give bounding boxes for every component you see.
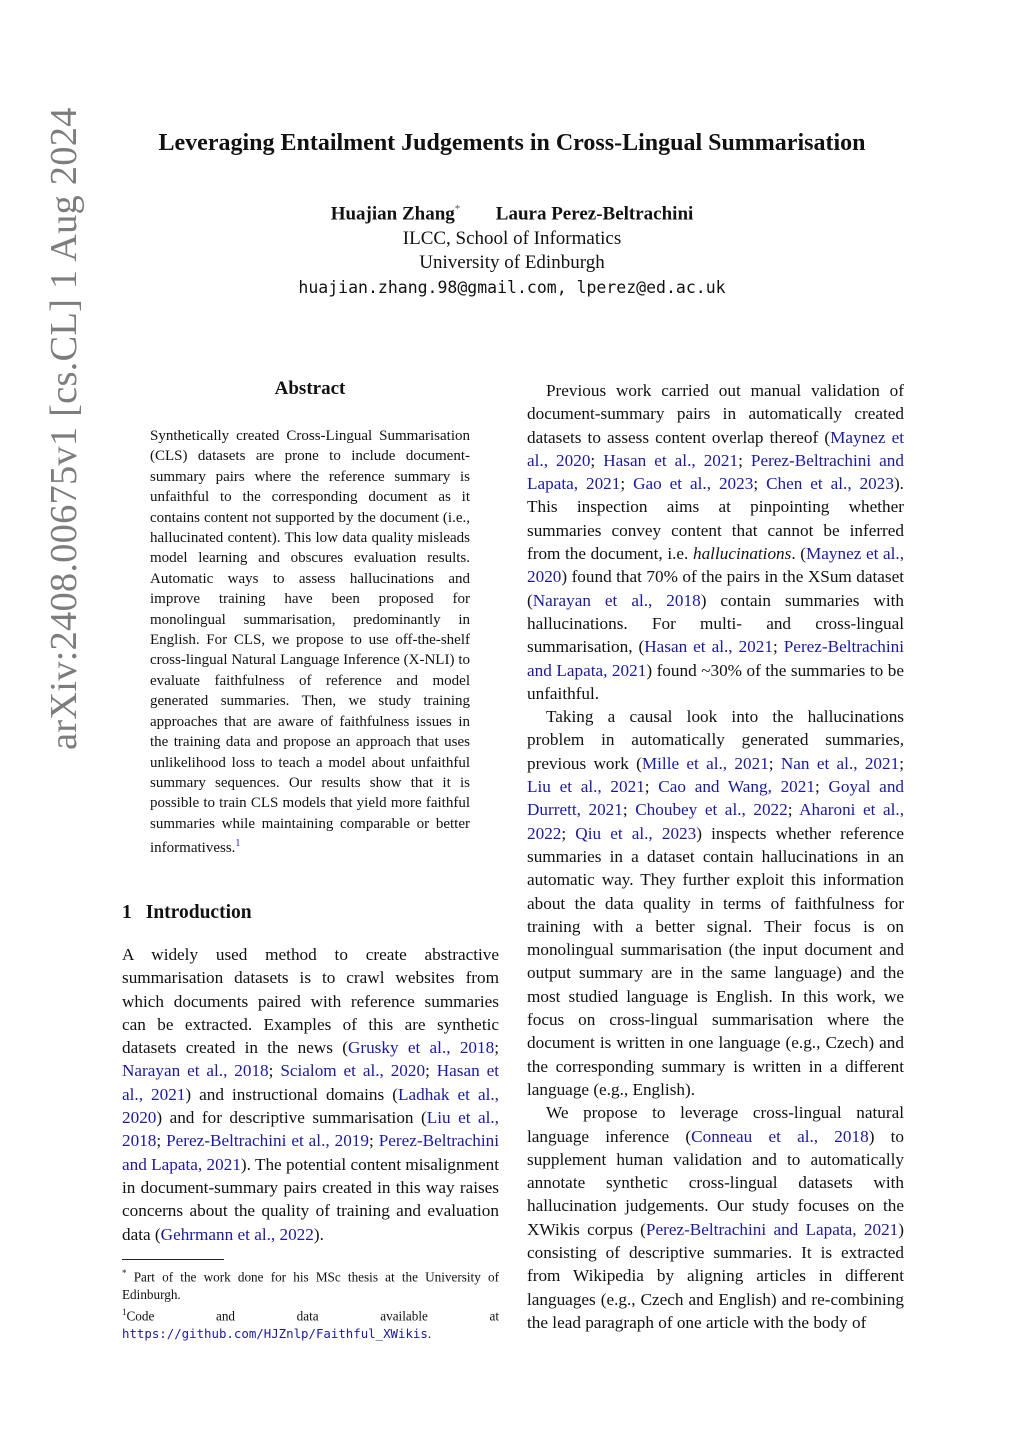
citation-link[interactable]: Conneau et al., 2018	[691, 1126, 869, 1146]
citation-link[interactable]: Mille et al., 2021	[641, 753, 769, 773]
intro-paragraph-3	[527, 705, 904, 1101]
text-run: ). The potential content misalignment in document-summary pairs created in this way raises concerns about the quality of training and evaluation data (	[122, 1154, 499, 1244]
text-run: We propose to leverage cross-lingual natural language inference (	[527, 1103, 904, 1146]
text-run: ;	[622, 800, 636, 820]
text-run: A widely used method to create abstractive summarisation datasets is to crawl websites from which documents paired with reference summaries can be extracted. Examples of this are synthetic datasets created in the news (	[122, 945, 499, 1058]
abstract-heading: Abstract	[274, 378, 346, 399]
text-run: ) to supplement human validation and to automatically annotate synthetic cross-lingual datasets with hallucination judgements. Our study focuses on the XWikis corpus (	[527, 1126, 905, 1239]
text-run: ;	[268, 1061, 281, 1081]
abstract-paragraph: Synthetically created Cross-Lingual Summarisation (CLS) datasets are prone to include document-summary pairs where the reference summary is unfaithful to the corresponding document as it contains content not supported by the document (i.e., hallucinated content). This low data quality misleads model learning and obscures evaluation results. Automatic ways to assess hallucinations and improve training have been proposed for monolingual summarisation, predominantly in English. For CLS, we propose to use off-the-shelf cross-lingual Natural Language Inference (X-NLI) to evaluate faithfulness of reference and model generated summaries. Then, we study training approaches that are aware of faithfulness issues in the training data and propose an approach that uses unlikelihood loss to teach a model about unfaithful summary sequences. Our results show that it is possible to train CLS models that yield more faithful summaries while maintaining comparable or better informativess.	[150, 428, 470, 857]
footnote-1	[122, 1265, 499, 1303]
affiliation-school: ILCC, School of Informatics	[402, 228, 622, 249]
text-run: ;	[590, 450, 604, 470]
citation-link[interactable]: Liu et al., 2021	[527, 777, 645, 797]
citation-link[interactable]: Gao et al., 2023	[633, 474, 754, 494]
citation-link[interactable]: Choubey et al., 2022	[635, 800, 788, 820]
citation-link[interactable]: Perez-Beltrachini and Lapata, 2021	[645, 1219, 899, 1239]
text-run: ;	[644, 777, 659, 797]
text-run: ;	[738, 450, 751, 470]
citation-link[interactable]: Scialom et al., 2020	[280, 1061, 426, 1081]
text-run: ) consisting of descriptive summaries. It is extracted from Wikipedia by aligning articles in different languages (e.g., Czech and English) and re-combining the lead paragraph of one article with the body of	[527, 1219, 904, 1332]
citation-link[interactable]: Narayan et al., 2018	[122, 1061, 269, 1081]
abstract-text	[150, 426, 470, 859]
citation-link[interactable]: Perez-Beltrachini et al., 2019	[166, 1131, 369, 1151]
text-run: ;	[753, 474, 767, 494]
emphasis: hallucinations	[692, 544, 792, 564]
citation-link[interactable]: Goyal and Durrett, 2021	[527, 777, 905, 820]
intro-paragraph-4	[527, 1101, 904, 1334]
footnote-text: Part of the work done for his MSc thesis at the University of Edinburgh.	[122, 1269, 499, 1302]
footnotes	[122, 1265, 499, 1344]
text-run: ;	[772, 637, 784, 657]
citation-link[interactable]: Hasan et al., 2021	[603, 450, 739, 470]
footnote-mark: 1	[122, 1307, 127, 1318]
text-run: ) and for descriptive summarisation (	[156, 1108, 427, 1128]
citation-link[interactable]: Nan et al., 2021	[780, 753, 900, 773]
citation-link[interactable]: Ladhak et al., 2020	[122, 1084, 499, 1128]
text-run: ;	[561, 823, 576, 843]
text-run: ;	[494, 1038, 499, 1058]
text-run: ). This inspection aims at pinpointing whether summaries convey content that cannot be inferred from the document, i.e.	[527, 474, 904, 564]
text-run: ) contain summaries with hallucinations. For multi- and cross-lingual summarisation, (	[527, 590, 904, 657]
affiliation-university: University of Edinburgh	[419, 252, 605, 273]
arxiv-identifier: arXiv:2408.00675v1 [cs.CL] 1 Aug 2024	[43, 107, 85, 750]
intro-right-column	[527, 379, 904, 1334]
citation-link[interactable]: Hasan et al., 2021	[122, 1061, 500, 1104]
text-run: ;	[620, 474, 634, 494]
author-1: Huajian Zhang	[330, 203, 455, 225]
citation-link[interactable]: Hasan et al., 2021	[644, 637, 773, 657]
citation-link[interactable]: Chen et al., 2023	[766, 474, 894, 494]
citation-link[interactable]: Maynez et al., 2020	[527, 427, 905, 470]
author-2: Laura Perez-Beltrachini	[495, 203, 694, 225]
footnote-divider	[122, 1259, 224, 1260]
author-emails: huajian.zhang.98@gmail.com, lperez@ed.ac.uk	[298, 278, 726, 297]
intro-left-column	[122, 943, 499, 1246]
paper-title: Leveraging Entailment Judgements in Cross-Lingual Summarisation	[158, 130, 866, 156]
footnote-mark: *	[122, 1268, 127, 1278]
citation-link[interactable]: Liu et al., 2018	[122, 1108, 499, 1151]
footnote-text: Code and data available at	[126, 1308, 499, 1324]
text-run: ;	[369, 1131, 379, 1151]
author-line	[0, 203, 1024, 225]
text-run: Taking a causal look into the hallucinations problem in automatically generated summaries, previous work (	[527, 707, 904, 773]
text-run: ;	[768, 753, 781, 773]
text-run: ) and instructional domains (	[185, 1084, 398, 1104]
text-run: . (	[791, 544, 806, 564]
footnote-1-link[interactable]: 1	[235, 838, 241, 850]
citation-link[interactable]: Aharoni et al., 2022	[527, 800, 904, 843]
citation-link[interactable]: Narayan et al., 2018	[532, 590, 701, 610]
text-run: ;	[899, 753, 904, 773]
text-run: ) inspects whether reference summaries in a dataset contain hallucinations in an automatic way. They further exploit this information about the data quality in terms of faithfulness for training with a better signal. Their focus is on monolingual summarisation (the input document and output summary are in the same language) and the most studied language is English. In this work, we focus on cross-lingual summarisation where the document is written in one language (e.g., Czech) and the corresponding summary is written in a different language (e.g., English).	[527, 823, 904, 1099]
text-run: ;	[156, 1131, 167, 1151]
citation-link[interactable]: Grusky et al., 2018	[347, 1038, 495, 1058]
citation-link[interactable]: Gehrmann et al., 2022	[160, 1224, 314, 1244]
intro-paragraph-1	[122, 943, 499, 1246]
section-title: Introduction	[145, 902, 252, 923]
intro-paragraph-2	[527, 379, 904, 705]
citation-link[interactable]: Qiu et al., 2023	[575, 823, 697, 843]
text-run: ).	[313, 1224, 324, 1244]
author-1-footnote-mark: *	[454, 203, 461, 215]
citation-link[interactable]: Perez-Beltrachini and Lapata, 2021	[527, 450, 904, 494]
code-repository-link[interactable]: https://github.com/HJZnlp/Faithful_XWikis	[122, 1326, 428, 1342]
footnote-text: .	[427, 1326, 432, 1342]
text-run: ) found that 70% of the pairs in the XSum dataset (	[527, 567, 904, 610]
section-heading-introduction	[122, 902, 252, 924]
section-number: 1	[122, 902, 132, 923]
footnote-2	[122, 1304, 499, 1342]
text-run: ;	[787, 800, 800, 820]
text-run: Previous work carried out manual validation of document-summary pairs in automatically created datasets to assess content overlap thereof (	[527, 381, 904, 447]
citation-link[interactable]: Cao and Wang, 2021	[658, 777, 815, 797]
citation-link[interactable]: Perez-Beltrachini and Lapata, 2021	[122, 1131, 499, 1174]
text-run: ) found ~30% of the summaries to be unfaithful.	[527, 660, 905, 703]
text-run: ;	[814, 777, 829, 797]
citation-link[interactable]: Maynez et al., 2020	[527, 544, 905, 587]
text-run: ;	[425, 1061, 437, 1081]
citation-link[interactable]: Perez-Beltrachini and Lapata, 2021	[527, 637, 905, 680]
